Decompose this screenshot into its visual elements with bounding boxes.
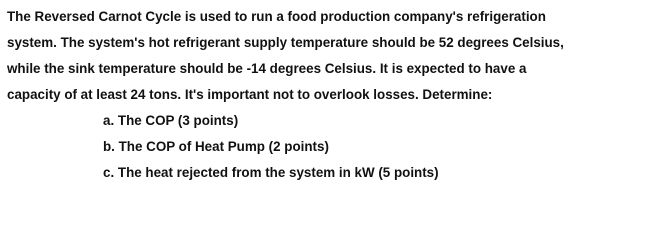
paragraph-line-1: The Reversed Carnot Cycle is used to run a food production company's refrigeration [7, 9, 546, 24]
question-item-b: b. The COP of Heat Pump (2 points) [103, 139, 329, 154]
problem-text [7, 4, 643, 186]
paragraph-line-3: while the sink temperature should be -14 degrees Celsius. It is expected to have a [7, 61, 527, 76]
question-item-c: c. The heat rejected from the system in kW (5 points) [103, 165, 439, 180]
paragraph-line-2: system. The system's hot refrigerant supply temperature should be 52 degrees Celsius, [7, 35, 564, 50]
paragraph-line-4: capacity of at least 24 tons. It's important not to overlook losses. Determine: [7, 87, 493, 102]
question-item-a: a. The COP (3 points) [103, 113, 239, 128]
